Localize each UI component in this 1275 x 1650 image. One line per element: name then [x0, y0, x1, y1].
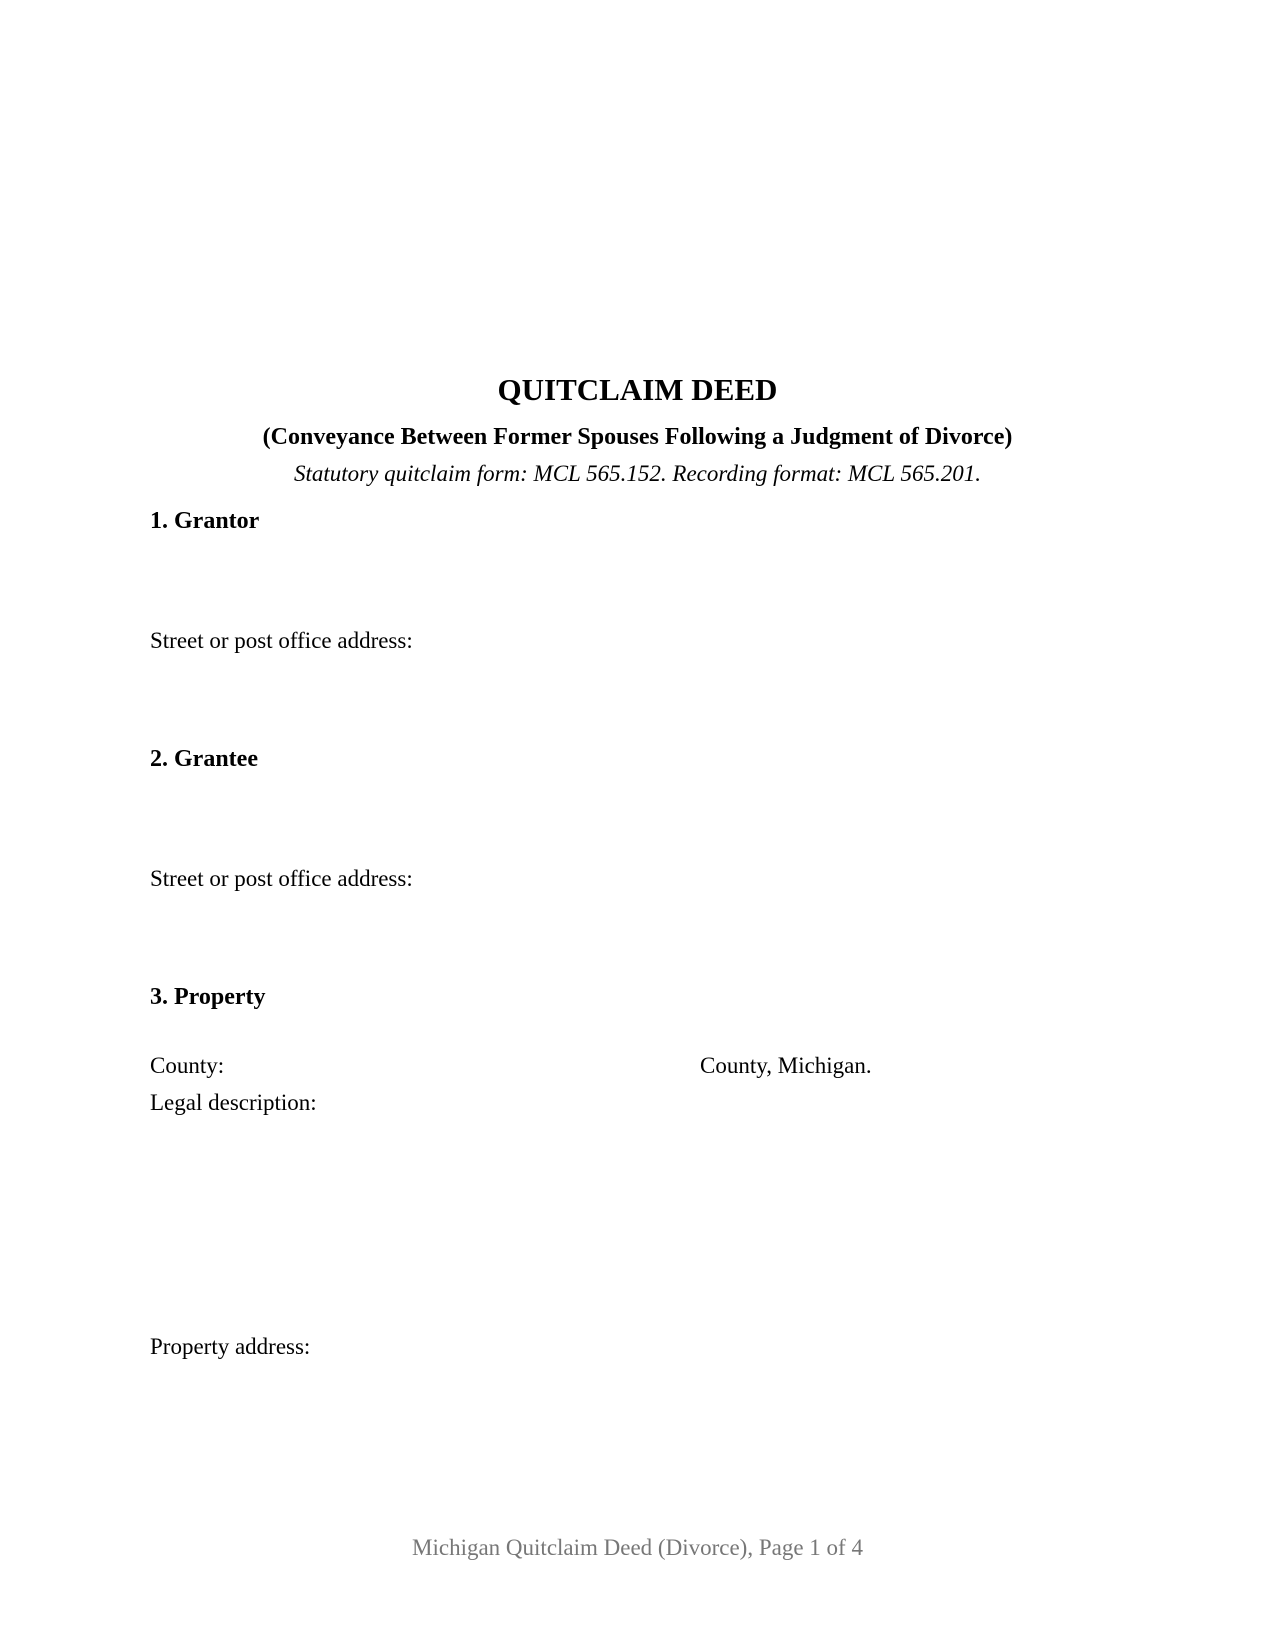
section-heading-grantee: 2. Grantee: [150, 746, 258, 772]
county-suffix: County, Michigan.: [700, 1053, 872, 1078]
grantor-name-field[interactable]: [150, 552, 1125, 582]
property-address-label: Property address:: [150, 1334, 311, 1359]
grantee-address-label: Street or post office address:: [150, 866, 413, 891]
page-footer: Michigan Quitclaim Deed (Divorce), Page 1 of 4: [412, 1535, 863, 1560]
property-address-field[interactable]: [335, 1332, 1125, 1362]
document-subtitle: (Conveyance Between Former Spouses Following a Judgment of Divorce): [262, 424, 1013, 450]
grantee-address-field[interactable]: [440, 864, 1125, 894]
section-heading-property: 3. Property: [150, 984, 266, 1010]
legal-description-label: Legal description:: [150, 1090, 317, 1115]
document-title: QUITCLAIM DEED: [497, 372, 778, 407]
county-label: County:: [150, 1053, 225, 1078]
grantee-name-field[interactable]: [150, 790, 1125, 820]
section-heading-grantor: 1. Grantor: [150, 508, 260, 534]
legal-description-field[interactable]: [150, 1128, 1125, 1318]
statute-note: Statutory quitclaim form: MCL 565.152. Recording format: MCL 565.201.: [293, 461, 982, 486]
grantor-address-label: Street or post office address:: [150, 628, 413, 653]
grantor-address-field[interactable]: [440, 626, 1125, 656]
county-field[interactable]: [240, 1051, 690, 1081]
